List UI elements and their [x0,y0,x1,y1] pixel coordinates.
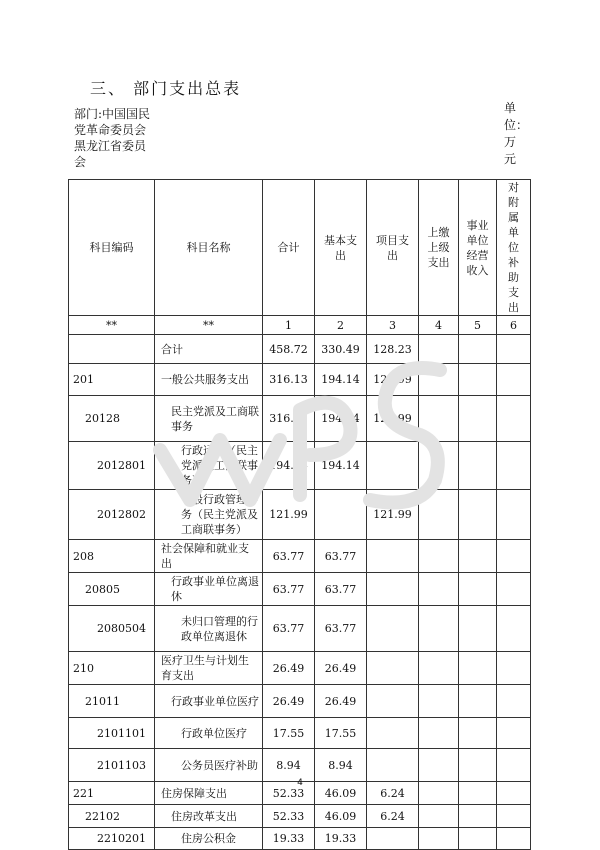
cell-subsidy [497,364,531,396]
table-row [69,652,531,685]
cell-name: 行政运行（民主党派及工商联事务） [155,442,263,490]
cell-project: 6.24 [367,805,419,828]
cell-upper [419,749,459,782]
header-upper: 上缴上级支出 [419,180,459,316]
cell-subsidy [497,540,531,573]
cell-subsidy [497,828,531,850]
cell-basic: 194.14 [315,396,367,442]
cell-business [459,442,497,490]
cell-total: 8.94 [263,749,315,782]
header-business: 事业单位经营收入 [459,180,497,316]
cell-subsidy [497,396,531,442]
cell-name: 住房改革支出 [155,805,263,828]
cell-project [367,718,419,749]
table-row [69,718,531,749]
cell-name: 社会保障和就业支出 [155,540,263,573]
cell-total: 17.55 [263,718,315,749]
index-cell: 3 [367,316,419,335]
cell-name: 医疗卫生与计划生育支出 [155,652,263,685]
cell-project: 121.99 [367,396,419,442]
cell-total: 26.49 [263,652,315,685]
cell-upper [419,490,459,540]
cell-project [367,652,419,685]
page-number: 4 [297,778,303,788]
cell-project [367,828,419,850]
cell-upper [419,335,459,364]
cell-subsidy [497,749,531,782]
cell-upper [419,718,459,749]
cell-upper [419,573,459,606]
header-basic: 基本支出 [315,180,367,316]
cell-total: 63.77 [263,540,315,573]
cell-total: 26.49 [263,685,315,718]
cell-total: 52.33 [263,805,315,828]
cell-subsidy [497,442,531,490]
cell-business [459,749,497,782]
index-cell: 1 [263,316,315,335]
header-total: 合计 [263,180,315,316]
cell-business [459,396,497,442]
cell-business [459,540,497,573]
table-row [69,364,531,396]
cell-upper [419,828,459,850]
index-row [69,316,531,335]
cell-code: 208 [69,540,155,573]
cell-code: 2080504 [69,606,155,652]
cell-upper [419,685,459,718]
cell-subsidy [497,805,531,828]
cell-business [459,335,497,364]
cell-subsidy [497,335,531,364]
cell-upper [419,540,459,573]
cell-subsidy [497,685,531,718]
cell-project [367,442,419,490]
cell-subsidy [497,652,531,685]
cell-basic: 8.94 [315,749,367,782]
cell-code: 20128 [69,396,155,442]
cell-upper [419,606,459,652]
cell-total: 63.77 [263,606,315,652]
cell-name: 行政事业单位医疗 [155,685,263,718]
cell-basic: 194.14 [315,364,367,396]
cell-total: 19.33 [263,828,315,850]
cell-business [459,573,497,606]
table-row [69,805,531,828]
cell-code: 2012801 [69,442,155,490]
cell-upper [419,652,459,685]
cell-total: 121.99 [263,490,315,540]
header-row [69,180,531,316]
cell-code: 20805 [69,573,155,606]
table-row [69,490,531,540]
table-row [69,685,531,718]
cell-project: 6.24 [367,782,419,805]
cell-name: 行政事业单位离退休 [155,573,263,606]
table-row [69,828,531,850]
index-cell: ** [69,316,155,335]
cell-business [459,805,497,828]
cell-subsidy [497,573,531,606]
cell-total: 194.14 [263,442,315,490]
index-cell: ** [155,316,263,335]
cell-basic [315,490,367,540]
cell-project [367,749,419,782]
index-cell: 5 [459,316,497,335]
cell-basic: 17.55 [315,718,367,749]
cell-upper [419,805,459,828]
cell-code: 21011 [69,685,155,718]
cell-code: 210 [69,652,155,685]
header-subsidy: 对附属单位补助支出 [497,180,531,316]
header-project: 项目支出 [367,180,419,316]
cell-subsidy [497,718,531,749]
cell-total: 52.33 [263,782,315,805]
cell-basic: 63.77 [315,540,367,573]
cell-name: 未归口管理的行政单位离退休 [155,606,263,652]
cell-code: 2210201 [69,828,155,850]
cell-upper [419,364,459,396]
cell-code: 22102 [69,805,155,828]
cell-basic: 194.14 [315,442,367,490]
cell-basic: 63.77 [315,606,367,652]
cell-project [367,685,419,718]
cell-basic: 330.49 [315,335,367,364]
cell-total: 316.13 [263,364,315,396]
cell-code: 2101101 [69,718,155,749]
cell-name: 行政单位医疗 [155,718,263,749]
cell-project [367,573,419,606]
table-row [69,540,531,573]
cell-code: 221 [69,782,155,805]
table-row [69,573,531,606]
cell-business [459,828,497,850]
department-label: 部门:中国国民党革命委员会黑龙江省委员会 [74,107,151,169]
cell-upper [419,442,459,490]
table-row [69,606,531,652]
cell-project [367,606,419,652]
cell-name: 住房公积金 [155,828,263,850]
cell-code: 2101103 [69,749,155,782]
table-row [69,396,531,442]
table-row [69,335,531,364]
cell-business [459,718,497,749]
cell-code: 2012802 [69,490,155,540]
header-code: 科目编码 [69,180,155,316]
index-cell: 2 [315,316,367,335]
cell-project: 121.99 [367,364,419,396]
cell-name: 公务员医疗补助 [155,749,263,782]
unit-label: 单位：万元 [504,101,529,166]
cell-basic: 26.49 [315,685,367,718]
table-row [69,749,531,782]
cell-business [459,652,497,685]
header-name: 科目名称 [155,180,263,316]
index-cell: 4 [419,316,459,335]
cell-code: 201 [69,364,155,396]
cell-name: 一般公共服务支出 [155,364,263,396]
cell-name: 一般行政管理事务（民主党派及工商联事务） [155,490,263,540]
cell-basic: 46.09 [315,805,367,828]
cell-business [459,606,497,652]
index-cell: 6 [497,316,531,335]
page-title: 三、 部门支出总表 [90,79,242,98]
expenditure-table [68,179,531,850]
cell-basic: 26.49 [315,652,367,685]
cell-name: 民主党派及工商联事务 [155,396,263,442]
cell-project: 128.23 [367,335,419,364]
table-row [69,442,531,490]
cell-subsidy [497,606,531,652]
cell-business [459,490,497,540]
cell-basic: 63.77 [315,573,367,606]
cell-basic: 19.33 [315,828,367,850]
cell-business [459,364,497,396]
cell-total: 316.13 [263,396,315,442]
cell-upper [419,396,459,442]
cell-name: 住房保障支出 [155,782,263,805]
cell-basic: 46.09 [315,782,367,805]
cell-subsidy [497,490,531,540]
cell-total: 458.72 [263,335,315,364]
cell-project [367,540,419,573]
cell-project: 121.99 [367,490,419,540]
cell-name: 合计 [155,335,263,364]
cell-business [459,685,497,718]
cell-total: 63.77 [263,573,315,606]
cell-code [69,335,155,364]
